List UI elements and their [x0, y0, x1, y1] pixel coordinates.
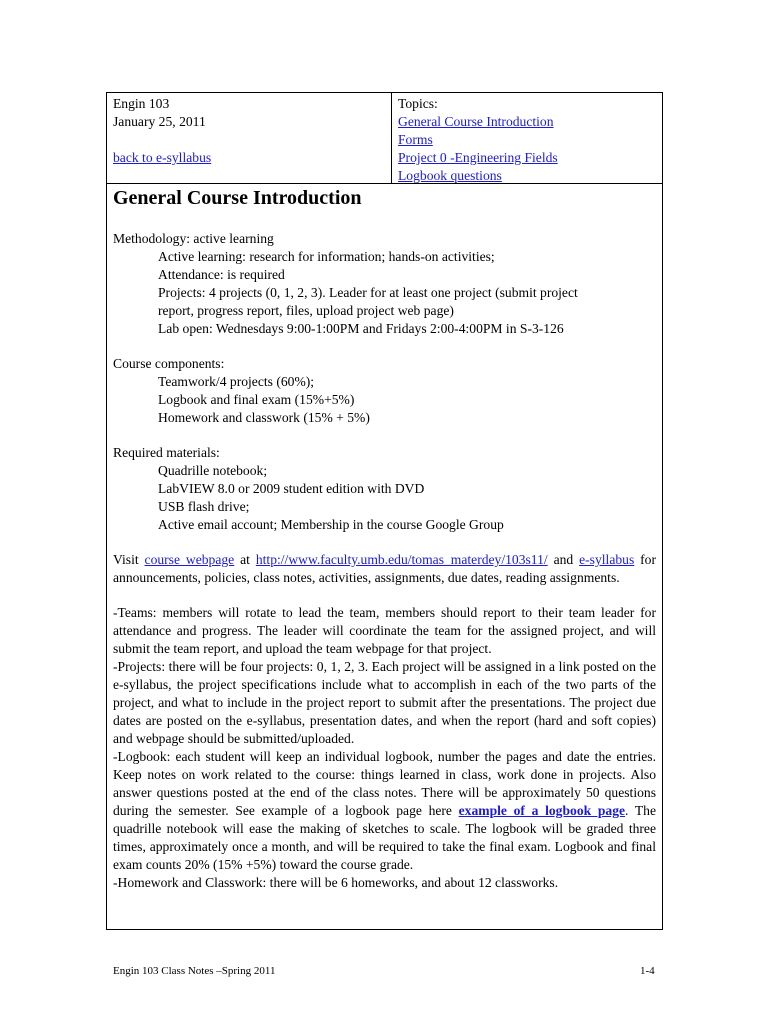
visit-text: for announcements, policies, class notes, activities, assignments, due dates, reading assignments. [113, 552, 657, 585]
homework-paragraph: -Homework and Classwork: there will be 6 homeworks, and about 12 classworks. [113, 875, 559, 890]
methodology-title: Methodology: active learning [113, 231, 274, 246]
visit-text: and [547, 552, 580, 567]
visit-text: Visit [113, 552, 145, 567]
visit-paragraph [113, 551, 656, 587]
topic-link-project-0[interactable]: Project 0 -Engineering Fields [398, 150, 558, 165]
topics-label: Topics: [398, 96, 438, 111]
component-item: Teamwork/4 projects (60%); [158, 374, 315, 389]
logbook-example-link[interactable]: example of a logbook page [458, 803, 626, 818]
topic-link-logbook-questions[interactable]: Logbook questions [398, 168, 502, 183]
notes-table [106, 92, 663, 930]
methodology-item: Active learning: research for information; hands-on activities; [158, 249, 495, 264]
materials-title: Required materials: [113, 445, 220, 460]
e-syllabus-link[interactable]: e-syllabus [579, 552, 635, 567]
material-item: Quadrille notebook; [158, 463, 268, 478]
topic-link-forms[interactable]: Forms [398, 132, 433, 147]
course-webpage-link[interactable]: course webpage [144, 552, 235, 567]
component-item: Homework and classwork (15% + 5%) [158, 410, 370, 425]
class-date: January 25, 2011 [113, 114, 206, 129]
material-item: USB flash drive; [158, 499, 250, 514]
methodology-item: report, progress report, files, upload project web page) [158, 303, 454, 318]
components-title: Course components: [113, 356, 225, 371]
teams-paragraph: -Teams: members will rotate to lead the team, members should report to their team leader for attendance and progress. The leader will coordinate the team for the assigned project, and will submit the team report, and upload the team webpage for that project. [113, 605, 656, 656]
logbook-text: -Logbook: each student will keep an individual logbook, number the pages and date the entries. Keep notes on work related to the course: things learned in class, work done in projects. Also answer questions posted at the end of the class notes. There will be approximately 50 questions during the semester. See example of a logbook page here [113, 749, 656, 818]
content-cell [107, 184, 662, 929]
header-topics-cell [392, 93, 662, 184]
topic-link-general-intro[interactable]: General Course Introduction [398, 114, 554, 129]
course-name: Engin 103 [113, 96, 170, 111]
header-left-cell [107, 93, 392, 184]
page-number: 1-4 [640, 965, 655, 977]
faculty-url-link[interactable]: http://www.faculty.umb.edu/tomas_materdey/103s11/ [255, 552, 548, 567]
footer-course-notes: Engin 103 Class Notes –Spring 2011 [113, 965, 276, 977]
material-item: LabVIEW 8.0 or 2009 student edition with DVD [158, 481, 425, 496]
methodology-item: Projects: 4 projects (0, 1, 2, 3). Leader for at least one project (submit project [158, 285, 578, 300]
component-item: Logbook and final exam (15%+5%) [158, 392, 355, 407]
logbook-text: . The quadrille notebook will ease the making of sketches to scale. The logbook will be graded three times, approximately once a month, and will be required to take the final exam. Logbook and final exam counts 20% (15% +5%) toward the course grade. [113, 803, 657, 872]
visit-text: at [234, 552, 256, 567]
section-title: General Course Introduction [113, 187, 362, 209]
logbook-paragraph [113, 748, 656, 874]
methodology-item: Lab open: Wednesdays 9:00-1:00PM and Fridays 2:00-4:00PM in S-3-126 [158, 321, 564, 336]
back-to-syllabus-link[interactable]: back to e-syllabus [113, 150, 212, 165]
material-item: Active email account; Membership in the course Google Group [158, 517, 504, 532]
methodology-item: Attendance: is required [158, 267, 285, 282]
projects-paragraph: -Projects: there will be four projects: 0, 1, 2, 3. Each project will be assigned in a link posted on the e-syllabus, the project specifications include what to accomplish in each of the two parts of the project, and what to include in the project report to submit after the presentations. The project due dates are posted on the e-syllabus, presentation dates, and when the report (hard and soft copies) and webpage should be submitted/uploaded. [113, 659, 656, 746]
